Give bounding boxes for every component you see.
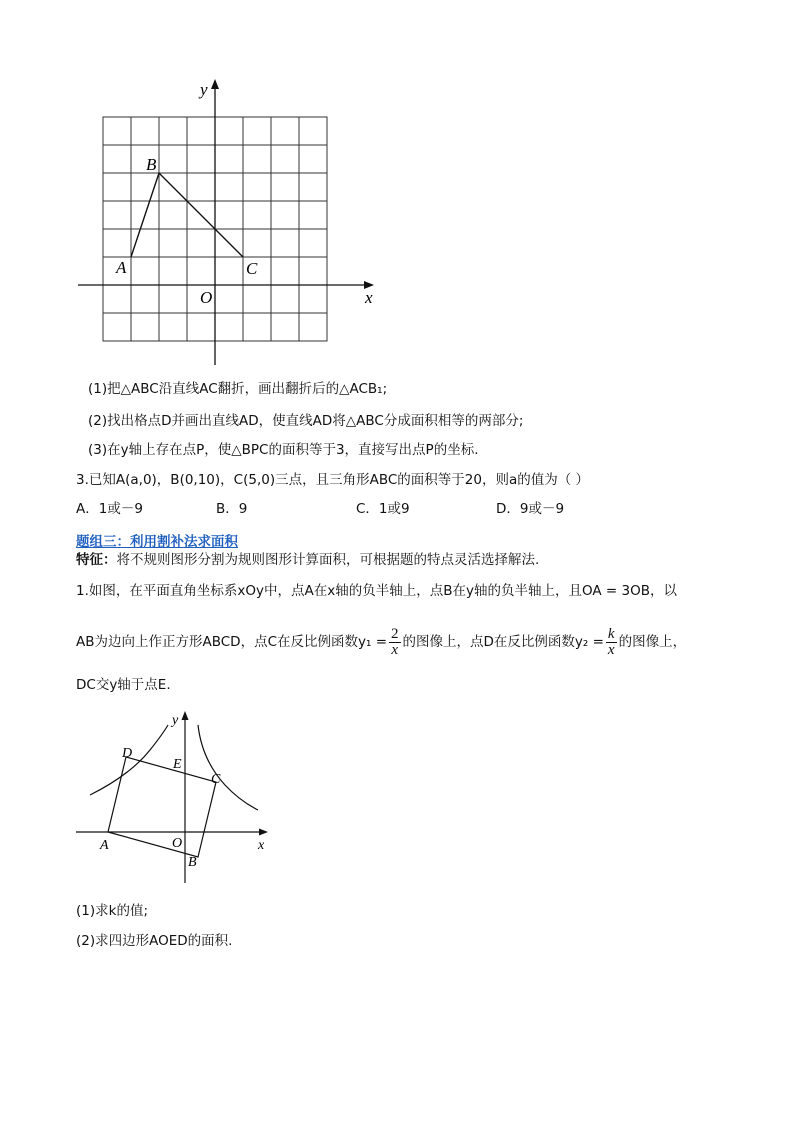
x-axis-label: x xyxy=(258,838,265,853)
hyperbola-right xyxy=(198,725,258,810)
frac1-den: x xyxy=(391,641,399,658)
point-a-label: A xyxy=(116,258,127,277)
point-a-label: A xyxy=(100,838,109,853)
s3q1-line2a: AB为边向上作正方形ABCD，点C在反比例函数y₁ = xyxy=(76,634,388,650)
q3-stem: 3.已知A(a,0)，B(0,10)，C(5,0)三点，且三角形ABC的面积等于20，则a的值为（ ） xyxy=(76,472,590,488)
axes xyxy=(76,717,262,883)
y-axis-label: y xyxy=(200,80,208,99)
figure-square-hyperbola xyxy=(70,705,280,890)
figure-grid-triangle xyxy=(70,75,390,375)
y-axis-arrow xyxy=(211,79,219,89)
s3q1-part1: (1)求k的值; xyxy=(76,903,148,919)
point-c-label: C xyxy=(246,259,258,278)
square-abcd xyxy=(108,757,216,857)
point-b-label: B xyxy=(188,855,197,870)
fraction-2-over-x xyxy=(389,627,401,658)
s3q1-part2: (2)求四边形AOED的面积. xyxy=(76,933,233,949)
origin-label: O xyxy=(172,836,183,851)
s3q1-line2c: 的图像上， xyxy=(618,634,687,650)
feature-text: 将不规则图形分割为规则图形计算面积，可根据题的特点灵活选择解法. xyxy=(116,552,540,568)
y-axis-arrow xyxy=(182,711,189,720)
fraction-k-over-x xyxy=(606,627,617,658)
point-c-label: C xyxy=(211,772,221,787)
origin-label: O xyxy=(200,288,213,307)
point-b-label: B xyxy=(146,155,157,174)
q2-part1: (1)把△ABC沿直线AC翻折，画出翻折后的△ACB₁; xyxy=(88,381,388,397)
s3q1-line2b: 的图像上，点D在反比例函数y₂ = xyxy=(402,634,604,650)
s3q1-line2 xyxy=(76,624,686,660)
s3q1-line1: 1.如图，在平面直角坐标系xOy中，点A在x轴的负半轴上，点B在y轴的负半轴上，且OA = 3OB，以 xyxy=(76,583,677,599)
point-d-label: D xyxy=(122,746,133,761)
x-axis-label: x xyxy=(365,288,373,307)
section3-heading: 题组三：利用割补法求面积 xyxy=(76,534,238,550)
y-axis-label: y xyxy=(172,713,179,728)
x-axis-arrow xyxy=(259,829,268,836)
q3-option-d: D．9或－9 xyxy=(496,501,565,517)
point-e-label: E xyxy=(173,757,182,772)
axes xyxy=(78,85,367,365)
q2-part3: (3)在y轴上存在点P，使△BPC的面积等于3，直接写出点P的坐标. xyxy=(88,442,479,458)
s3q1-line3: DC交y轴于点E. xyxy=(76,677,171,693)
q3-option-b: B．9 xyxy=(216,501,248,517)
frac2-den: x xyxy=(607,641,615,658)
frac2-num: k xyxy=(607,625,615,642)
q3-option-a: A．1或－9 xyxy=(76,501,143,517)
feature-key: 特征： xyxy=(76,552,117,568)
q2-part2: (2)找出格点D并画出直线AD，使直线AD将△ABC分成面积相等的两部分; xyxy=(88,413,524,429)
frac1-num: 2 xyxy=(391,625,399,642)
section3-feature xyxy=(76,551,539,569)
q3-option-c: C．1或9 xyxy=(356,501,410,517)
